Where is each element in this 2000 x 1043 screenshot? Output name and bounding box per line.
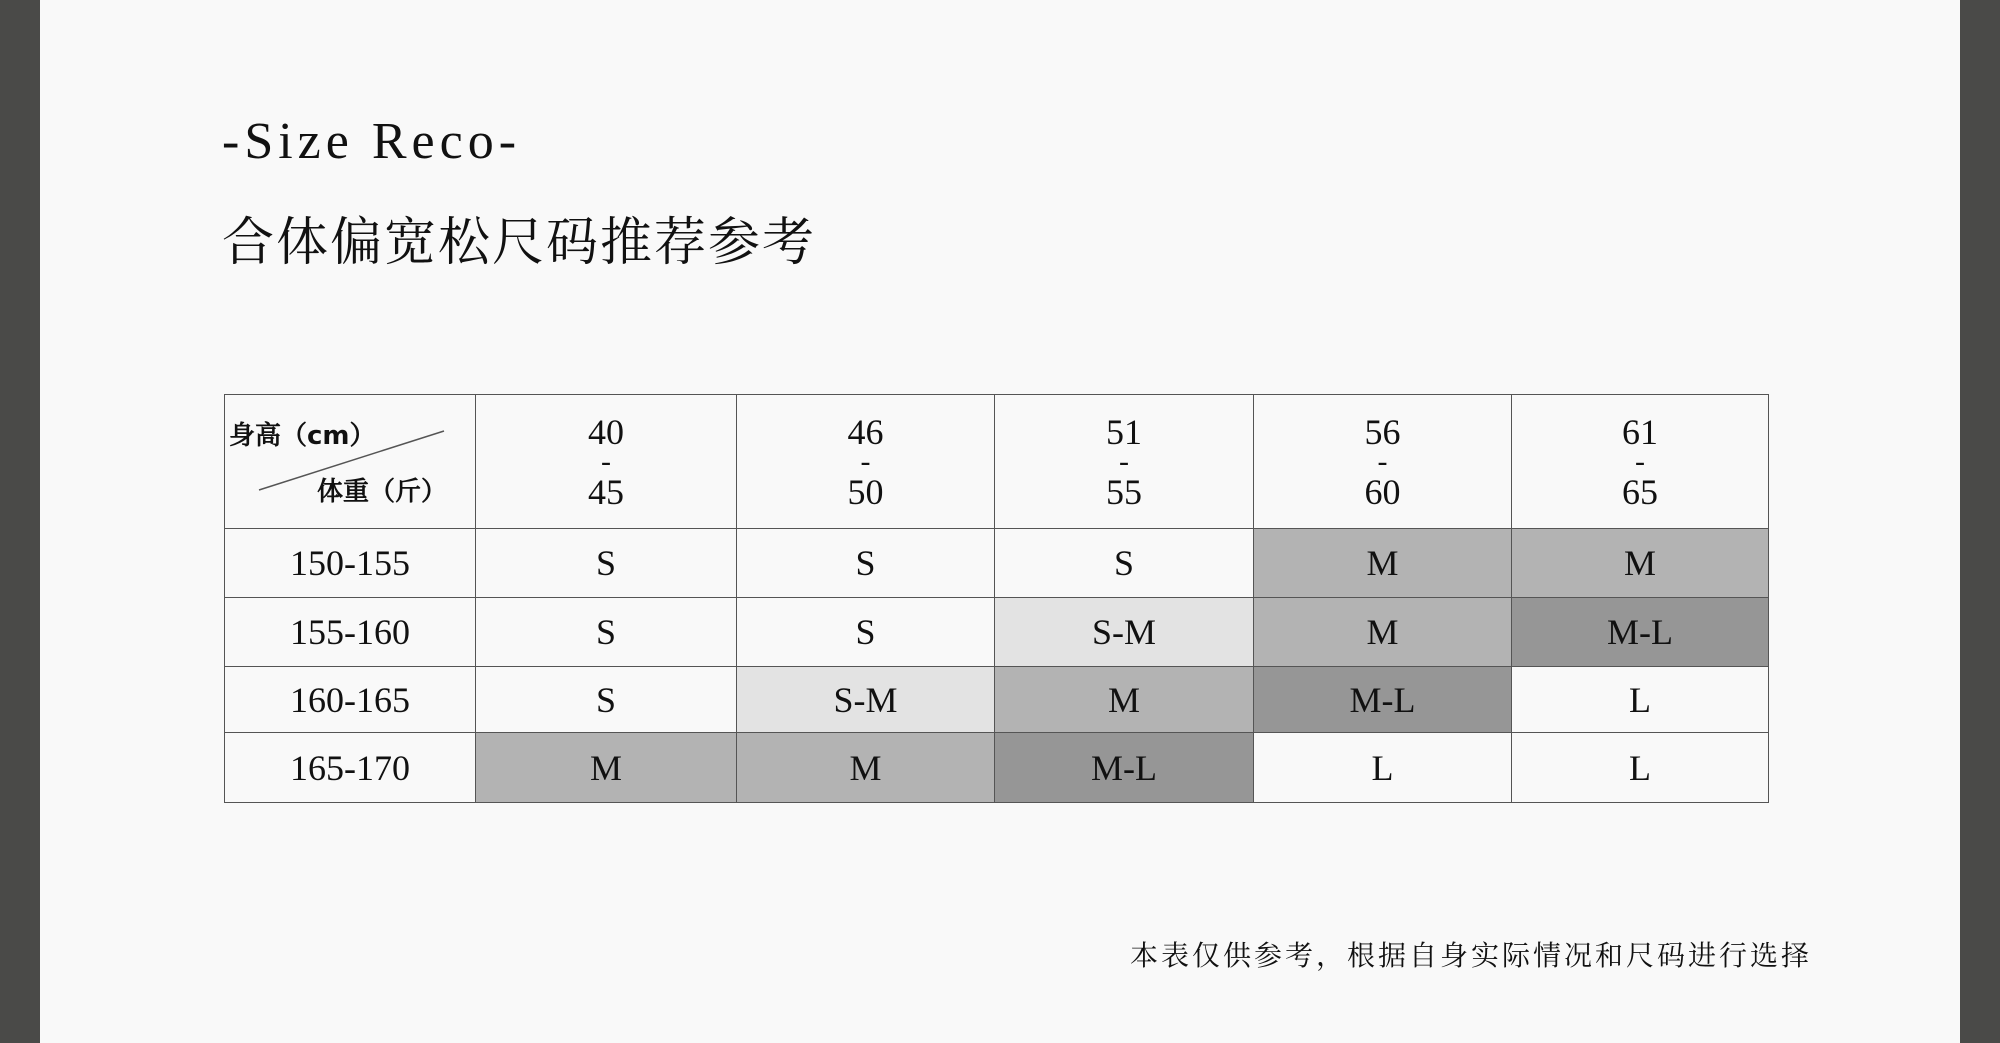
range-from: 46 bbox=[847, 411, 884, 452]
size-cell: M-L bbox=[1254, 667, 1512, 733]
size-cell: M bbox=[1512, 529, 1769, 598]
range-to: 55 bbox=[1106, 471, 1142, 512]
size-cell: M bbox=[1254, 598, 1512, 667]
size-table bbox=[224, 394, 1769, 803]
range-dash: - bbox=[860, 444, 871, 478]
table-row bbox=[225, 598, 1769, 667]
range-dash: - bbox=[1119, 444, 1129, 478]
header-row bbox=[225, 395, 1769, 529]
size-cell: S bbox=[995, 529, 1254, 598]
size-cell: S-M bbox=[737, 667, 995, 733]
range-from: 61 bbox=[1622, 411, 1658, 452]
size-cell: M-L bbox=[995, 733, 1254, 803]
range-to: 50 bbox=[847, 471, 884, 512]
range-to: 60 bbox=[1364, 471, 1401, 512]
size-cell: L bbox=[1512, 667, 1769, 733]
size-cell: S bbox=[476, 598, 737, 667]
weight-axis-label: 体重（斤） bbox=[317, 477, 448, 507]
disclaimer-note: 本表仅供参考，根据自身实际情况和尺码进行选择 bbox=[1130, 939, 1813, 972]
range-to: 65 bbox=[1622, 471, 1658, 512]
size-cell: S bbox=[476, 529, 737, 598]
weight-range-header bbox=[995, 395, 1254, 529]
corner-cell bbox=[225, 395, 476, 529]
title-chinese: 合体偏宽松尺码推荐参考 bbox=[222, 213, 817, 273]
size-cell: M bbox=[995, 667, 1254, 733]
weight-range-header bbox=[737, 395, 995, 529]
size-cell: M bbox=[737, 733, 995, 803]
table-row bbox=[225, 529, 1769, 598]
weight-range-header bbox=[476, 395, 737, 529]
size-chart-page bbox=[40, 0, 1960, 1043]
size-cell: M bbox=[1254, 529, 1512, 598]
size-cell: S bbox=[737, 529, 995, 598]
height-range-label: 150-155 bbox=[225, 529, 476, 598]
height-axis-label: 身高（cm） bbox=[229, 421, 376, 451]
table-row bbox=[225, 667, 1769, 733]
size-cell: S-M bbox=[995, 598, 1254, 667]
range-dash: - bbox=[1377, 444, 1388, 478]
size-cell: M bbox=[476, 733, 737, 803]
size-cell: S bbox=[476, 667, 737, 733]
table-row bbox=[225, 733, 1769, 803]
size-cell: L bbox=[1512, 733, 1769, 803]
height-range-label: 160-165 bbox=[225, 667, 476, 733]
range-dash: - bbox=[601, 444, 611, 478]
weight-range-header bbox=[1254, 395, 1512, 529]
size-cell: L bbox=[1254, 733, 1512, 803]
range-from: 56 bbox=[1364, 411, 1401, 452]
weight-range-header bbox=[1512, 395, 1769, 529]
height-range-label: 155-160 bbox=[225, 598, 476, 667]
range-from: 51 bbox=[1106, 411, 1142, 452]
title-english: -Size Reco- bbox=[222, 113, 522, 170]
range-to: 45 bbox=[588, 471, 624, 512]
size-cell: S bbox=[737, 598, 995, 667]
height-range-label: 165-170 bbox=[225, 733, 476, 803]
size-cell: M-L bbox=[1512, 598, 1769, 667]
range-dash: - bbox=[1635, 444, 1645, 478]
range-from: 40 bbox=[588, 411, 624, 452]
